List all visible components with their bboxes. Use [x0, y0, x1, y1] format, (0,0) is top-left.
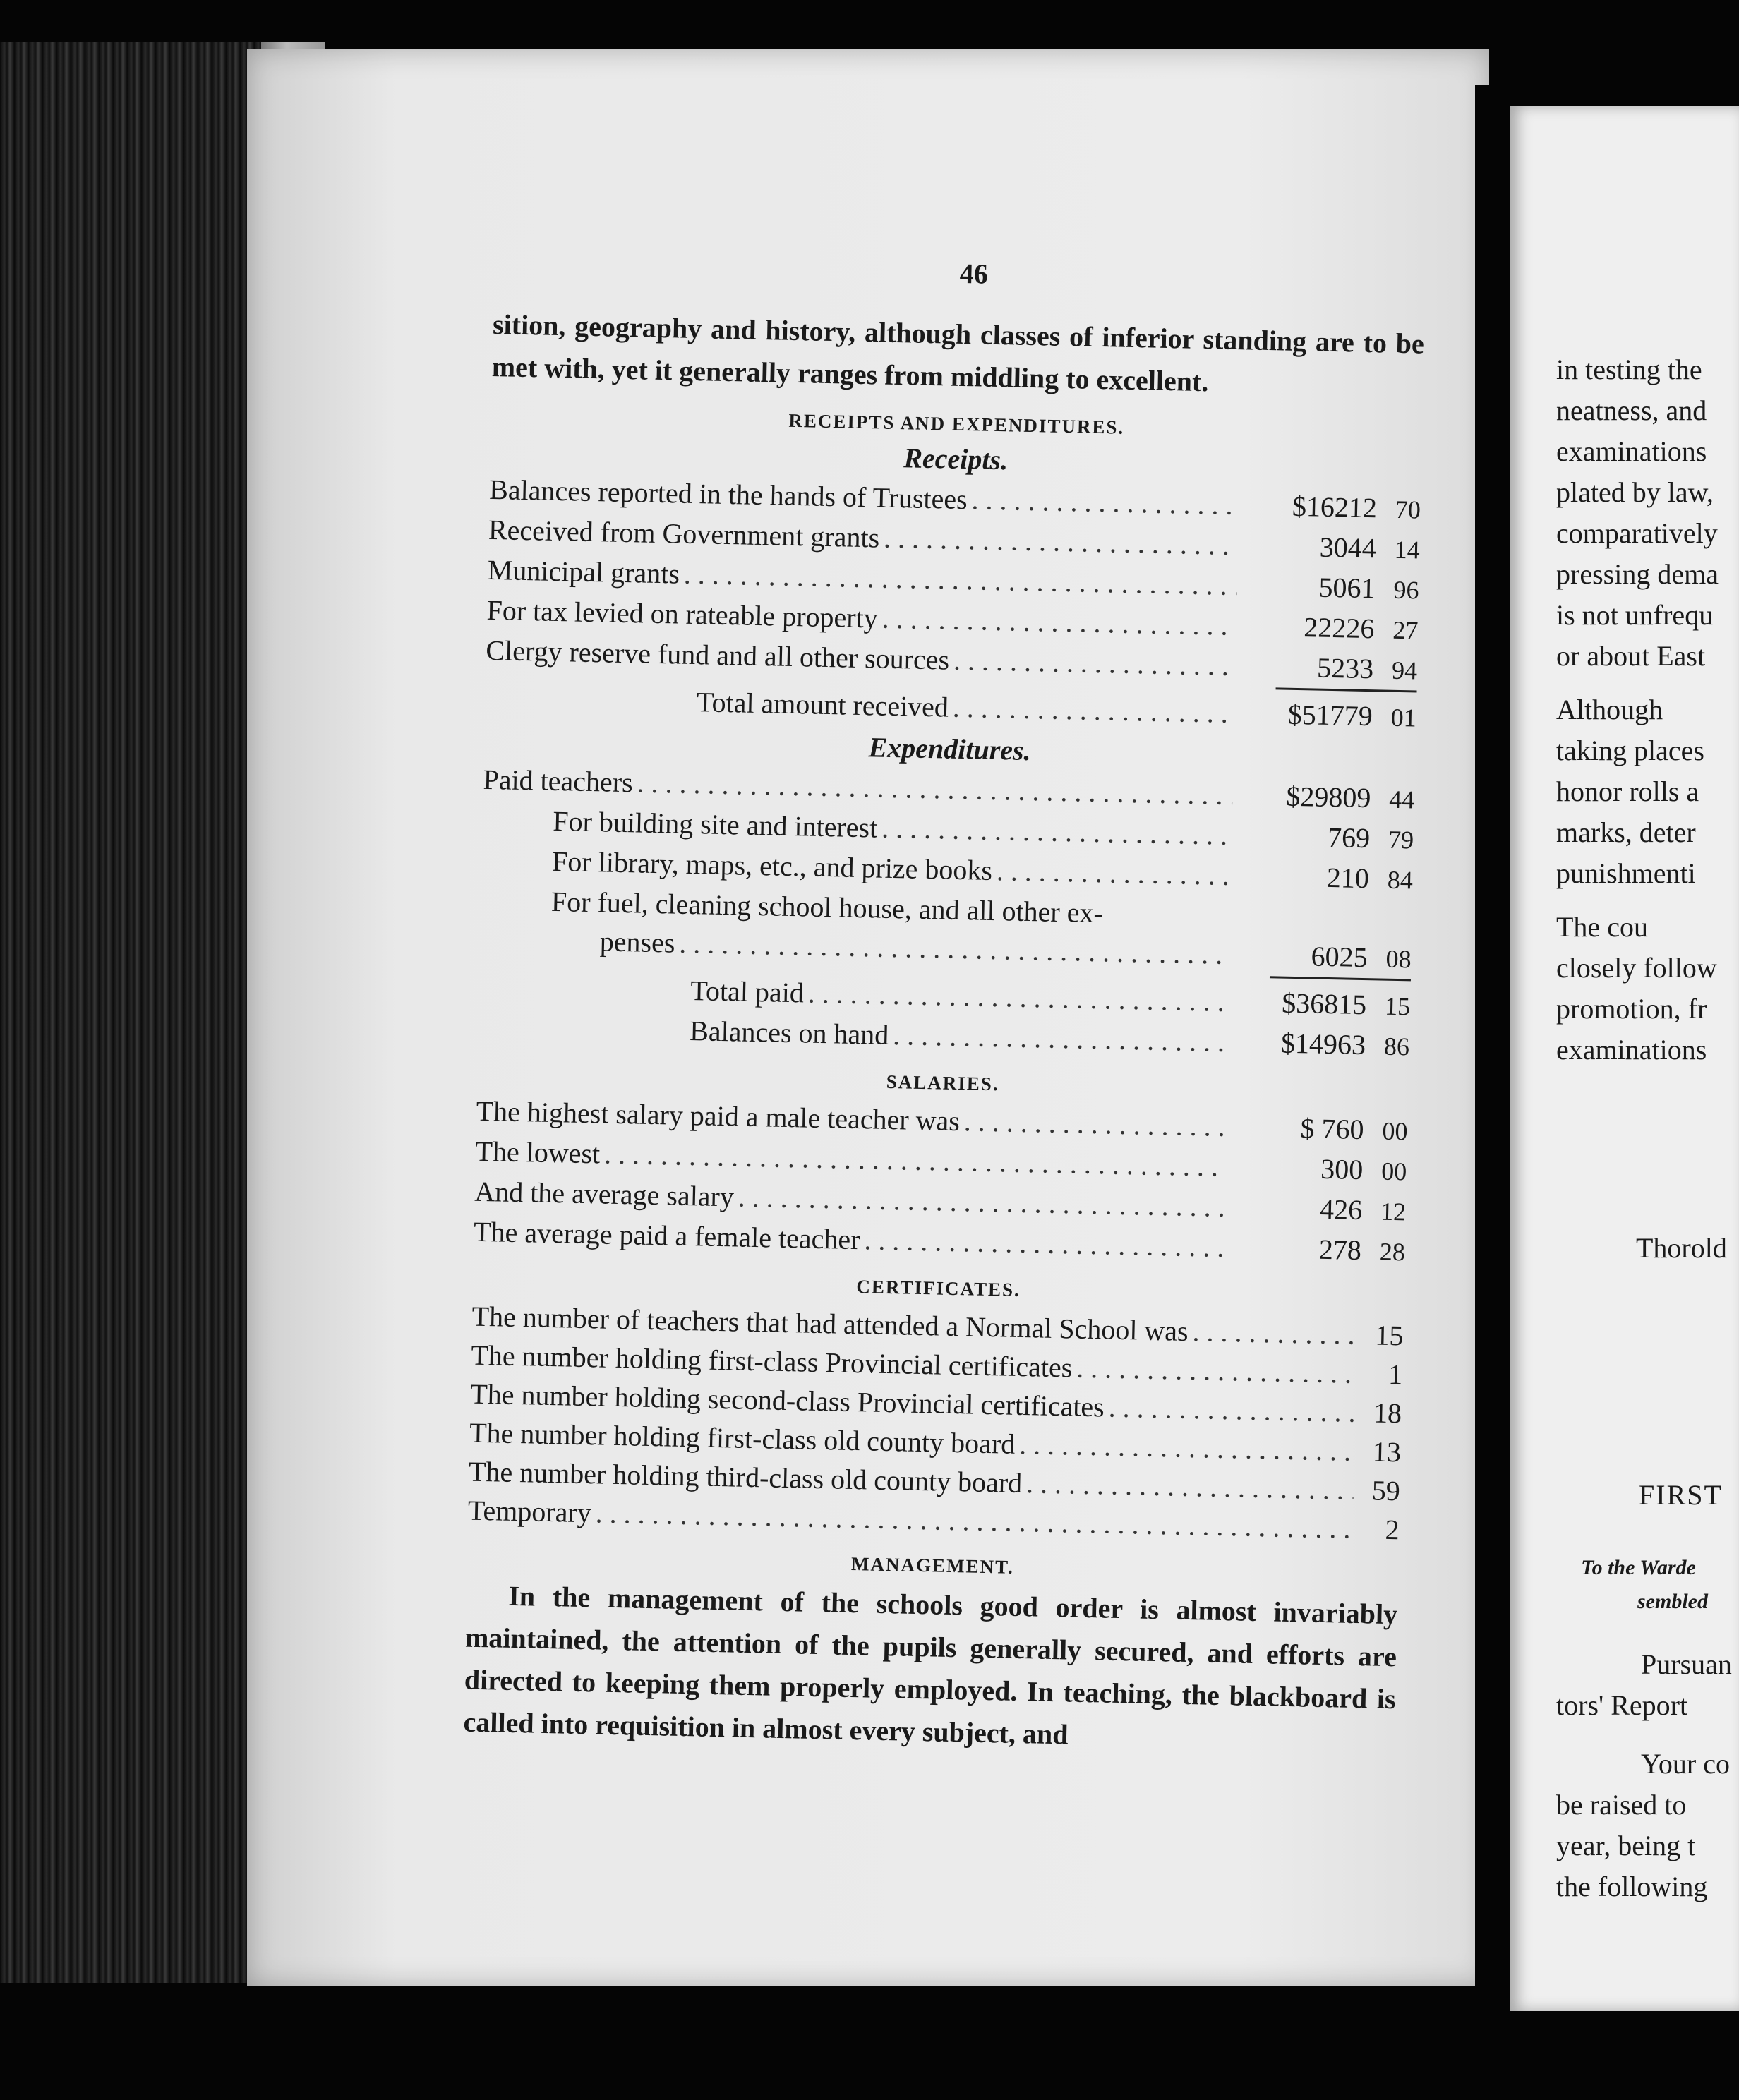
- leader-dots: [1076, 1348, 1356, 1393]
- row-amount: 5233: [1316, 651, 1374, 685]
- row-label: The number holding first-class Provincial certificates: [471, 1339, 1073, 1384]
- total-received-row: Total amount received . . . $51779 01: [484, 678, 1416, 738]
- left-page-content: [463, 257, 1426, 1763]
- row-cents: 94: [1391, 656, 1418, 685]
- right-page-first-heading: FIRST: [1639, 1479, 1723, 1511]
- page-number: 46: [959, 257, 989, 290]
- row-label: The average paid a female teacher: [473, 1215, 860, 1256]
- row-cents: 44: [1388, 785, 1415, 814]
- row-count: 2: [1385, 1513, 1400, 1546]
- row-label: For building site and interest: [552, 804, 878, 844]
- right-page-line: year, being t: [1556, 1830, 1696, 1861]
- row-label: Clergy reserve fund and all other sources: [485, 634, 950, 676]
- right-page-line: honor rolls a: [1556, 776, 1699, 807]
- leader-dots: [971, 480, 1239, 524]
- right-page-thorold: Thorold: [1636, 1232, 1727, 1264]
- intro-paragraph: sition, geography and history, although classes of inferior standing are to be met with, yet it generally ranges from middling to excellent.: [491, 308, 1425, 398]
- row-label: The number holding first-class old county board: [469, 1416, 1016, 1460]
- right-page-line: pressing dema: [1556, 558, 1719, 590]
- leader-dots: [864, 1220, 1224, 1267]
- row-cents: 79: [1388, 825, 1414, 855]
- leader-dots: [953, 641, 1236, 685]
- row-label: And the average salary: [474, 1175, 735, 1213]
- expenditure-wrap-line: For fuel, cleaning school house, and all other ex-: [550, 885, 1104, 929]
- right-page-line: promotion, fr: [1556, 993, 1707, 1025]
- right-page-line: is not unfrequ: [1556, 599, 1714, 631]
- row-amount: $16212: [1292, 490, 1378, 524]
- row-cents: 00: [1382, 1116, 1408, 1146]
- leader-dots: [1019, 1425, 1355, 1471]
- row-amount: 210: [1326, 861, 1370, 895]
- right-page-line: marks, deter: [1556, 816, 1696, 848]
- row-amount: 22226: [1303, 611, 1375, 645]
- row-amount: 5061: [1318, 571, 1376, 605]
- leader-dots: [1108, 1388, 1355, 1432]
- row-label: The number holding third-class old county board: [468, 1455, 1023, 1499]
- row-cents: 28: [1379, 1237, 1406, 1267]
- row-cents: 14: [1394, 535, 1421, 565]
- management-paragraph: In the management of the schools good order is almost invariably maintained, the attention of the pupils generally secured, and efforts are directed to keeping them properly employed. In teaching, the blackboard is called into requisition in almost every subject, and: [463, 1579, 1398, 1751]
- row-label: The lowest: [475, 1135, 601, 1170]
- row-count: 15: [1374, 1319, 1404, 1352]
- row-amount: 6025: [1311, 940, 1368, 974]
- expenditures-list: [479, 760, 1415, 979]
- leader-dots: [884, 519, 1239, 565]
- row-amount: 769: [1327, 821, 1371, 855]
- right-page-line: plated by law,: [1556, 476, 1714, 508]
- row-label: penses: [599, 925, 675, 959]
- row-count: 59: [1371, 1474, 1401, 1507]
- row-amount: 278: [1318, 1233, 1362, 1267]
- management-heading: MANAGEMENT.: [850, 1553, 1015, 1578]
- receipts-subheading: Receipts.: [903, 442, 1009, 476]
- right-page-line: punishmenti: [1556, 857, 1696, 889]
- leader-dots: [1026, 1464, 1354, 1509]
- row-label: Received from Government grants: [488, 513, 880, 554]
- right-page-sembled: sembled: [1637, 1590, 1708, 1613]
- receipts-list: [486, 470, 1421, 691]
- row-label: For library, maps, etc., and prize books: [551, 845, 993, 886]
- row-label: Paid teachers: [483, 763, 634, 799]
- certificates-list: [467, 1297, 1404, 1550]
- row-cents: 84: [1387, 865, 1414, 895]
- leader-dots: [881, 809, 1232, 855]
- row-amount: $29809: [1285, 780, 1371, 814]
- right-page-line: comparatively: [1556, 517, 1718, 549]
- row-amount: 426: [1319, 1193, 1363, 1226]
- row-label: The number holding second-class Provincial certificates: [469, 1377, 1105, 1423]
- row-cents: 12: [1380, 1197, 1407, 1226]
- row-cents: 27: [1392, 615, 1419, 645]
- salaries-list: [474, 1092, 1408, 1272]
- right-page-line: neatness, and: [1556, 394, 1707, 426]
- right-page-line: Your co: [1641, 1748, 1730, 1780]
- right-page-line: in testing the: [1556, 354, 1702, 385]
- row-label: The highest salary paid a male teacher was: [476, 1094, 961, 1138]
- right-page-line: closely follow: [1556, 952, 1717, 984]
- row-label: Balances reported in the hands of Trustees: [488, 473, 968, 516]
- leader-dots: [963, 1102, 1226, 1146]
- right-page-line: be raised to: [1556, 1789, 1687, 1821]
- row-count: 18: [1373, 1396, 1402, 1430]
- leader-dots: [1192, 1312, 1357, 1354]
- total-paid-row: Total paid . . . $36815 15: [479, 967, 1411, 1027]
- balances-on-hand-row: Balances on hand . . . $14963 86: [478, 1007, 1410, 1067]
- right-page-line: or about East: [1556, 640, 1706, 672]
- right-page-line: Although: [1556, 694, 1663, 725]
- row-count: 13: [1372, 1435, 1402, 1468]
- certificates-heading: CERTIFICATES.: [856, 1276, 1021, 1301]
- leader-dots: [996, 851, 1231, 895]
- row-amount: 3044: [1319, 531, 1377, 565]
- row-count: 1: [1388, 1358, 1403, 1391]
- row-amount: $ 760: [1300, 1112, 1364, 1146]
- right-page-line: Pursuan: [1641, 1648, 1732, 1680]
- right-page-line: The cou: [1556, 911, 1648, 943]
- leader-dots: [881, 599, 1236, 645]
- right-page-to-warden: To the Warde: [1581, 1556, 1696, 1579]
- row-cents: 70: [1395, 495, 1421, 524]
- row-cents: 08: [1385, 944, 1412, 974]
- right-page-line: examinations: [1556, 435, 1707, 467]
- right-page-line: examinations: [1556, 1034, 1707, 1066]
- row-label: The number of teachers that had attended a Normal School was: [471, 1300, 1189, 1347]
- row-label: Temporary: [467, 1494, 592, 1529]
- row-cents: 00: [1380, 1157, 1407, 1186]
- row-label: For tax levied on rateable property: [486, 593, 879, 634]
- row-label: Municipal grants: [487, 553, 680, 590]
- right-page-line: tors' Report: [1556, 1689, 1688, 1721]
- expenditures-subheading: Expenditures.: [868, 731, 1032, 767]
- row-cents: 96: [1393, 575, 1419, 605]
- receipts-expenditures-heading: RECEIPTS AND EXPENDITURES.: [788, 409, 1125, 438]
- right-page-line: the following: [1556, 1871, 1708, 1902]
- row-amount: 300: [1320, 1152, 1364, 1186]
- salaries-heading: SALARIES.: [886, 1070, 999, 1095]
- right-page-line: taking places: [1556, 735, 1704, 766]
